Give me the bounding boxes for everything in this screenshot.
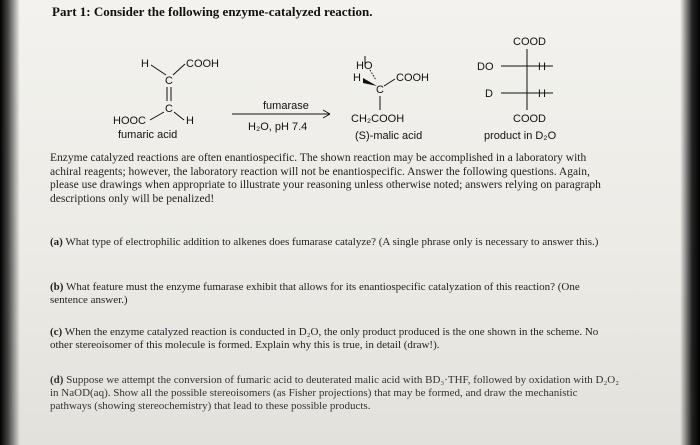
part-title: Part 1: Consider the following enzyme-catalyzed reaction. bbox=[52, 4, 373, 19]
arrow-top-label: fumarase bbox=[263, 100, 309, 112]
question-d bbox=[50, 374, 620, 413]
reaction-arrow bbox=[232, 100, 330, 133]
fumaric-bond-hooc bbox=[150, 112, 164, 120]
malic-acid-structure bbox=[351, 56, 429, 142]
question-b-label: (b) bbox=[50, 281, 64, 293]
intro-paragraph: Enzyme catalyzed reactions are often enantiospecific. The shown reaction may be accomplished in a laboratory with achiral reagents; however, the laboratory reaction will not be enantiospecific. Answer the following questions. Again, please use drawings when appropriate to illustrate your reasoning unless otherwise noted; answers relying on paragraph descriptions only will be penalized! bbox=[50, 152, 601, 205]
malic-cooh: COOH bbox=[396, 72, 429, 84]
photo-shadow-right bbox=[680, 0, 700, 445]
fischer-row2-left: D bbox=[485, 88, 493, 100]
question-c-text: When the enzyme catalyzed reaction is conducted in D₂O, the only product produced is the one shown in the scheme. No other stereoisomer of this molecule is formed. Explain why this is true, in detail (draw!). bbox=[50, 326, 599, 351]
fischer-projection bbox=[477, 36, 557, 142]
malic-ch2cooh: CH₂COOH bbox=[351, 113, 405, 125]
photo-shadow-left bbox=[0, 0, 20, 445]
question-a bbox=[50, 236, 620, 249]
malic-acid-label: (S)-malic acid bbox=[355, 130, 423, 142]
fumaric-c-bottom: C bbox=[165, 103, 173, 115]
fischer-top: COOD bbox=[513, 36, 546, 48]
fumaric-acid-label: fumaric acid bbox=[118, 129, 178, 141]
fischer-row1-left: DO bbox=[477, 61, 494, 73]
question-b bbox=[50, 281, 620, 307]
fumaric-h-right: H bbox=[186, 115, 194, 127]
fumaric-bond-h bbox=[151, 65, 166, 75]
question-c bbox=[50, 326, 620, 352]
fumaric-c-top: C bbox=[165, 75, 173, 87]
question-d-label: (d) bbox=[50, 374, 64, 386]
fumaric-cooh-right: COOH bbox=[186, 58, 219, 70]
fumaric-bond-h-right bbox=[174, 112, 184, 120]
question-a-text: What type of electrophilic addition to alkenes does fumarase catalyze? (A single phrase only is necessary to answer this.) bbox=[65, 236, 599, 248]
fischer-row1-right: H bbox=[538, 61, 546, 73]
arrow-bottom-label: H₂O, pH 7.4 bbox=[248, 121, 308, 133]
malic-bond-cooh bbox=[384, 79, 395, 86]
malic-ho: HO bbox=[356, 60, 373, 72]
question-b-text: What feature must the enzyme fumarase exhibit that allows for its enantiospecific catalyzation of this reaction? (One sentence answer.) bbox=[50, 281, 580, 306]
fischer-label: product in D₂O bbox=[484, 130, 557, 142]
reaction-scheme bbox=[0, 0, 700, 150]
malic-h: H bbox=[353, 72, 361, 84]
malic-c: C bbox=[376, 84, 384, 96]
fischer-bottom: COOD bbox=[513, 113, 546, 125]
fumaric-acid-structure bbox=[113, 58, 219, 141]
fumaric-h-left: H bbox=[141, 58, 149, 70]
question-a-label: (a) bbox=[50, 236, 63, 248]
fumaric-hooc-left: HOOC bbox=[113, 115, 146, 127]
question-d-text: Suppose we attempt the conversion of fumaric acid to deuterated malic acid with BD₃·THF, followed by oxidation with D₂O₂ in NaOD(aq). Show all the possible stereoisomers (as Fisher projections) that may be formed, and draw the mechanistic pathways (showing stereochemistry) that lead to these possible products. bbox=[50, 374, 620, 412]
fischer-row2-right: H bbox=[538, 88, 546, 100]
malic-wedge-bond bbox=[363, 78, 377, 86]
question-c-label: (c) bbox=[50, 326, 63, 338]
fumaric-bond-cooh bbox=[173, 64, 185, 75]
